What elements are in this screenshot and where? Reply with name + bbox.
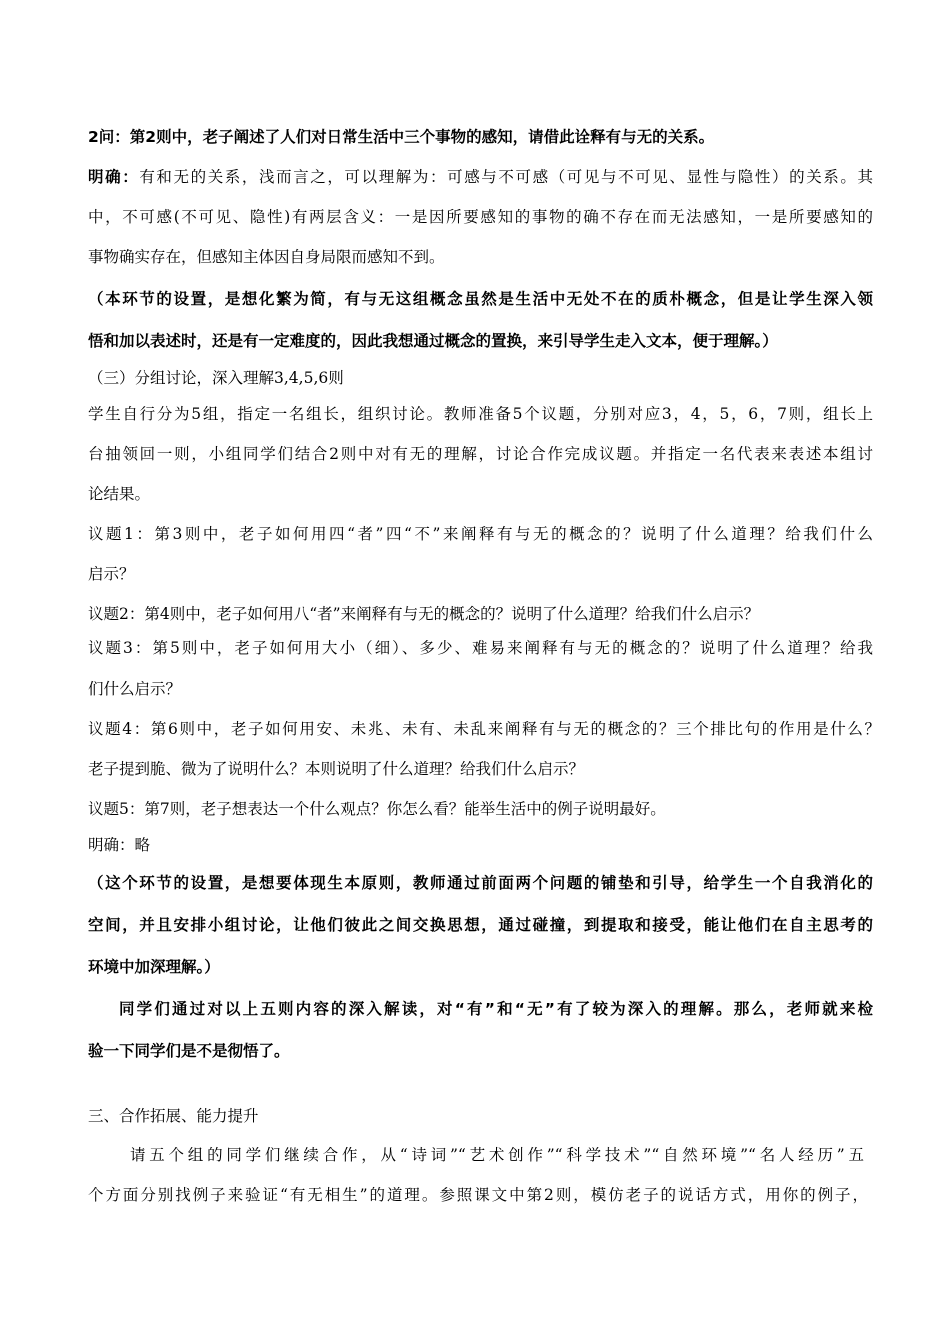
design-note: （本环节的设置，是想化繁为简，有与无这组概念虽然是生活中无处不在的质朴概念，但是让学生深入领 <box>88 290 873 308</box>
topic-4: 老子提到脆、微为了说明什么？本则说明了什么道理？给我们什么启示？ <box>88 760 585 778</box>
topic-2: 议题2：第4则中，老子如何用八“者”来阐释有与无的概念的？说明了什么道理？给我们什么启示？ <box>88 605 760 623</box>
paragraph-line: 学生自行分为5组，指定一名组长，组织讨论。教师准备5个议题，分别对应3，4，5，6，7则，组长上 <box>88 405 873 423</box>
topic-5: 议题5：第7则，老子想表达一个什么观点？你怎么看？能举生活中的例子说明最好。 <box>88 800 666 818</box>
answer-text: 有和无的关系，浅而言之，可以理解为：可感与不可感（可见与不可见、显性与隐性）的关系。其 <box>139 168 873 186</box>
paragraph-line: 台抽领回一则，小组同学们结合2则中对有无的理解，讨论合作完成议题。并指定一名代表来表述本组讨 <box>88 445 873 463</box>
design-note: （这个环节的设置，是想要体现生本原则，教师通过前面两个问题的铺垫和引导，给学生一个自我消化的 <box>88 874 873 892</box>
design-note: 环境中加深理解。） <box>88 958 220 976</box>
topic-4: 议题4：第6则中，老子如何用安、未兆、未有、未乱来阐释有与无的概念的？三个排比句的作用是什么？ <box>88 720 880 738</box>
paragraph-line: 论结果。 <box>88 485 151 503</box>
topic-1: 启示？ <box>88 565 135 583</box>
paragraph-line: 请五个组的同学们继续合作，从“诗词”“艺术创作”“科学技术”“自然环境”“名人经历”五 <box>130 1146 864 1164</box>
question-2: 2问：第2则中，老子阐述了人们对日常生活中三个事物的感知，请借此诠释有与无的关系。 <box>88 128 715 146</box>
design-note: 悟和加以表述时，还是有一定难度的，因此我想通过概念的置换，来引导学生走入文本，便于理解。） <box>88 332 778 350</box>
answer-brief: 明确：略 <box>88 836 151 854</box>
paragraph-line: 个方面分别找例子来验证“有无相生”的道理。参照课文中第2则，模仿老子的说话方式，用你的例子， <box>88 1186 868 1204</box>
section-heading: （三）分组讨论，深入理解3,4,5,6则 <box>88 369 344 387</box>
summary: 验一下同学们是不是彻悟了。 <box>88 1042 290 1060</box>
summary: 同学们通过对以上五则内容的深入解读，对“有”和“无”有了较为深入的理解。那么，老师就来检 <box>119 1000 873 1018</box>
answer-line: 事物确实存在，但感知主体因自身局限而感知不到。 <box>88 248 445 266</box>
design-note: 空间，并且安排小组讨论，让他们彼此之间交换思想，通过碰撞，到提取和接受，能让他们在自主思考的 <box>88 916 873 934</box>
topic-3: 议题3：第5则中，老子如何用大小（细）、多少、难易来阐释有与无的概念的？说明了什么道理？给我 <box>88 639 873 657</box>
part-heading: 三、合作拓展、能力提升 <box>88 1107 259 1125</box>
topic-3: 们什么启示？ <box>88 680 182 698</box>
topic-1: 议题1：第3则中，老子如何用四“者”四“不”来阐释有与无的概念的？说明了什么道理？给我们什么 <box>88 525 873 543</box>
answer-line: 中，不可感(不可见、隐性)有两层含义：一是因所要感知的事物的确不存在而无法感知，一是所要感知的 <box>88 208 873 226</box>
answer-line <box>88 166 873 188</box>
answer-label: 明确： <box>88 168 140 186</box>
